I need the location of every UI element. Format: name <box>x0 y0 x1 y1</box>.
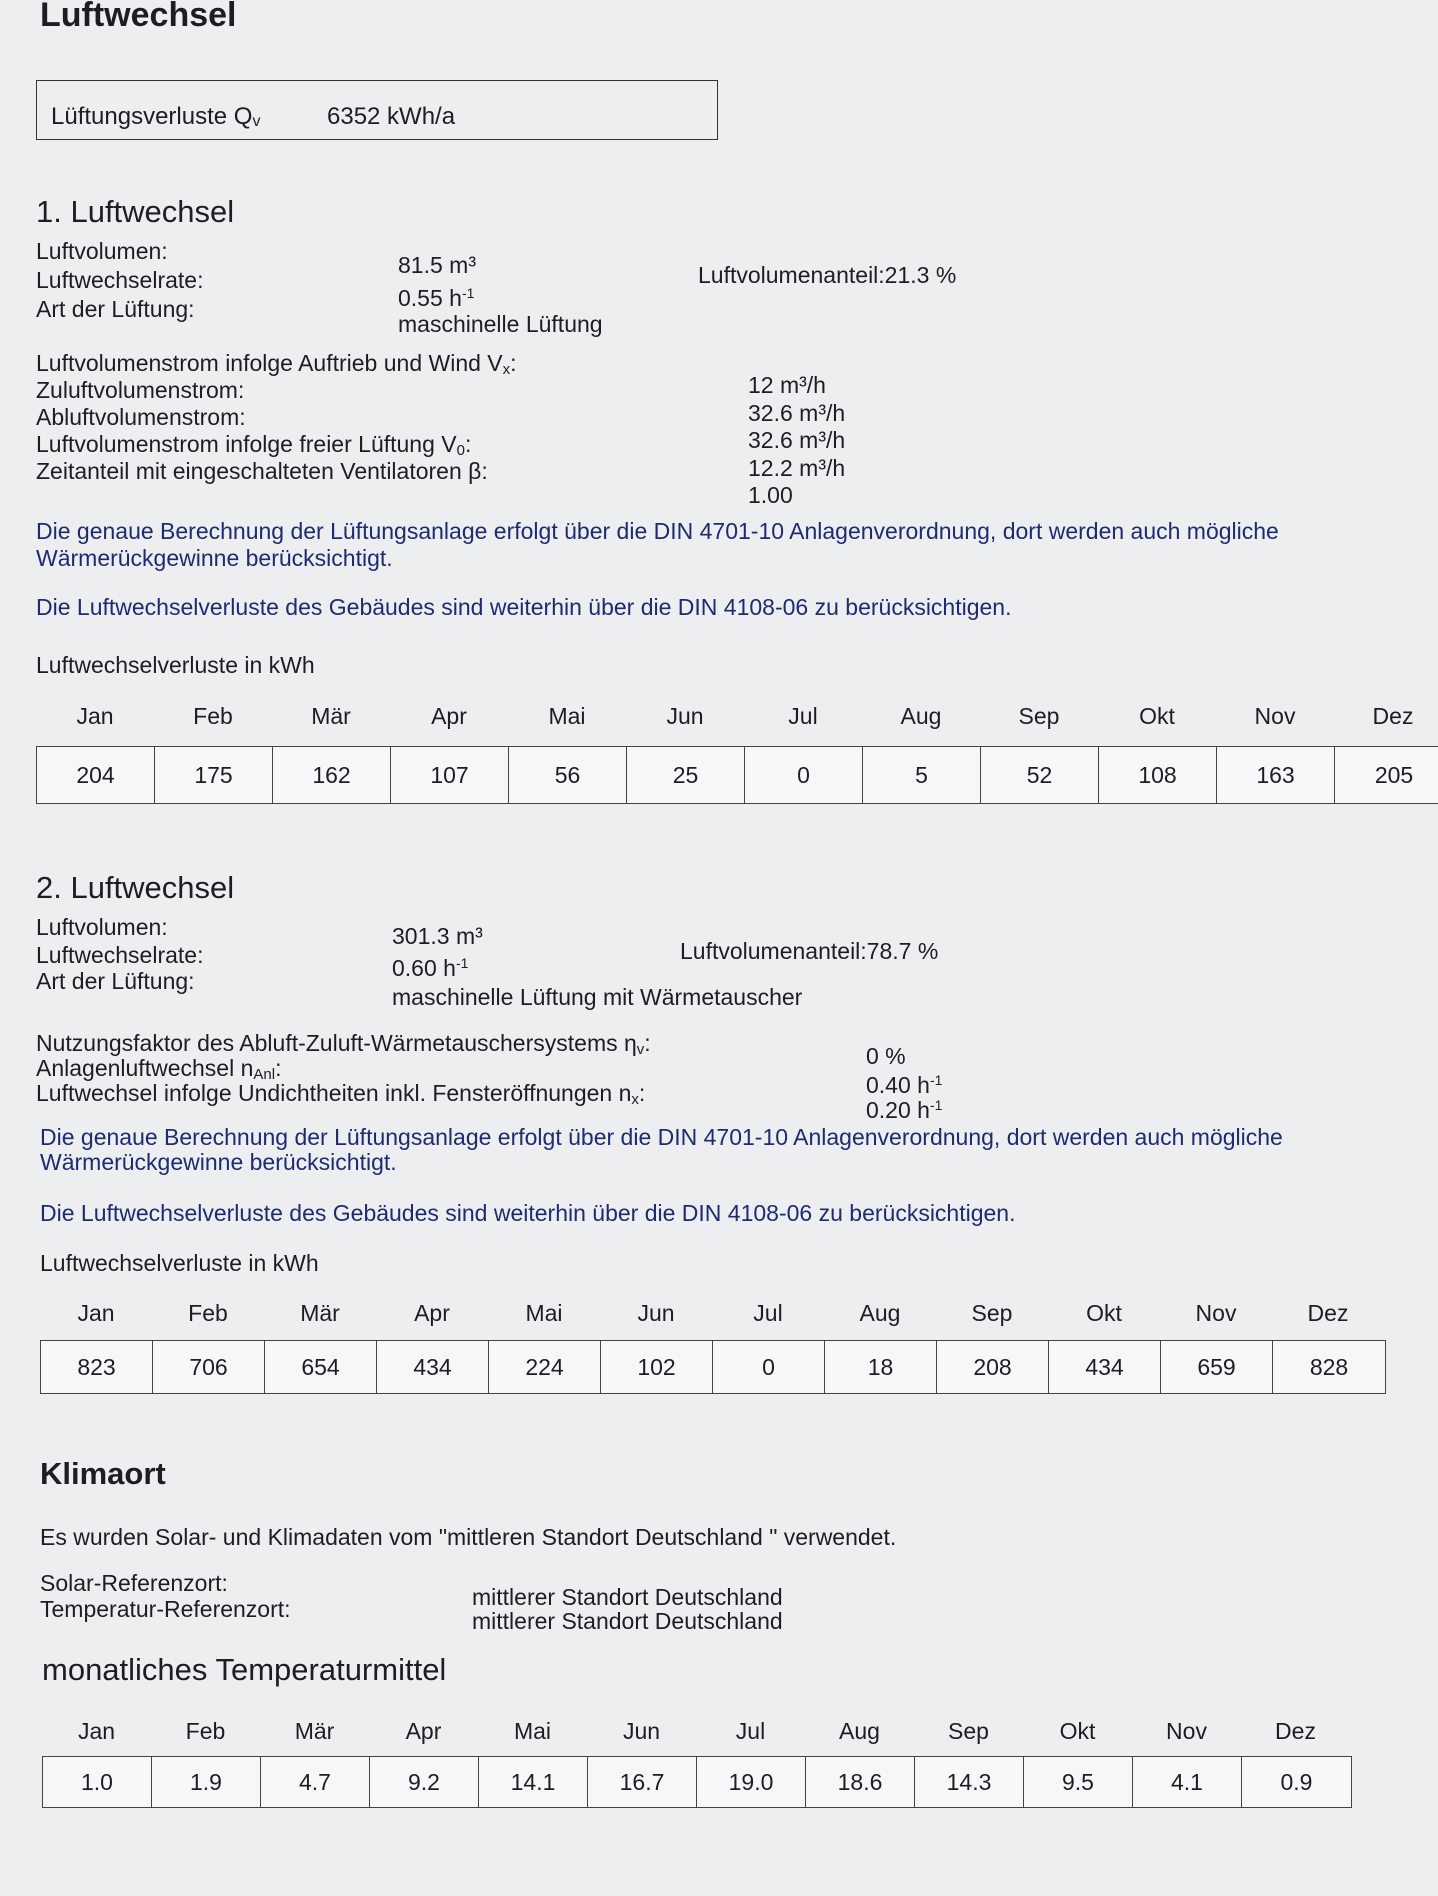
s2-rate-sup: -1 <box>455 955 469 971</box>
section2-title: 2. Luftwechsel <box>36 870 235 905</box>
temp-month-7: Aug <box>839 1718 880 1744</box>
s1-month-11: Dez <box>1372 703 1414 729</box>
s2-row-value-1 <box>392 950 468 982</box>
s1-rate-sup: -1 <box>461 285 475 301</box>
s1-row-label-2: Art der Lüftung: <box>36 296 195 322</box>
s1-month-4: Mai <box>548 703 586 729</box>
s1-month-5: Jun <box>666 703 704 729</box>
s1-value-1: 175 <box>155 747 273 803</box>
klima-row-value-1: mittlerer Standort Deutschland <box>472 1608 783 1634</box>
s2-value-0: 823 <box>41 1341 153 1393</box>
s2-param-suffix-0: : <box>644 1030 651 1056</box>
klima-row-label-1: Temperatur-Referenzort: <box>40 1596 291 1622</box>
s1-value-0: 204 <box>37 747 155 803</box>
s2-param-text-0: Nutzungsfaktor des Abluft-Zuluft-Wärmetauschersystems η <box>36 1030 637 1056</box>
klima-row-label-0: Solar-Referenzort: <box>40 1570 228 1596</box>
s1-value-7: 5 <box>863 747 981 803</box>
s1-value-3: 107 <box>391 747 509 803</box>
s1-flow-text-3: Luftvolumenstrom infolge freier Lüftung V <box>36 431 457 457</box>
s1-month-8: Sep <box>1018 703 1060 729</box>
temp-value-9: 9.5 <box>1024 1757 1133 1807</box>
page-title: Luftwechsel <box>40 0 237 34</box>
s2-param-sub-2: x <box>631 1091 639 1108</box>
s2-value-1: 706 <box>153 1341 265 1393</box>
s2-param-value-text-2: 0.20 h <box>866 1097 930 1123</box>
s2-note2: Die Luftwechselverluste des Gebäudes sind weiterhin über die DIN 4108-06 zu berücksichtigen. <box>40 1200 1016 1226</box>
s1-month-3: Apr <box>431 703 467 729</box>
temp-month-8: Sep <box>948 1718 989 1744</box>
s2-param-label-2 <box>36 1080 645 1113</box>
s1-flow-sub-3: 0 <box>456 442 465 459</box>
s2-month-6: Jul <box>753 1300 783 1326</box>
s1-month-6: Jul <box>788 703 818 729</box>
temp-month-0: Jan <box>77 1718 116 1744</box>
s2-table-caption: Luftwechselverluste in kWh <box>40 1250 319 1276</box>
klima-row-value-0: mittlerer Standort Deutschland <box>472 1584 783 1610</box>
summary-value: 6352 kWh/a <box>327 103 456 130</box>
temp-value-1: 1.9 <box>152 1757 261 1807</box>
s2-row-label-2: Art der Lüftung: <box>36 968 195 994</box>
summary-label-sub: v <box>252 113 261 130</box>
s2-rate-text: 0.60 h <box>392 955 456 981</box>
s2-row-label-0: Luftvolumen: <box>36 914 168 940</box>
klima-title: Klimaort <box>40 1456 166 1491</box>
s1-flow-label-4: Zeitanteil mit eingeschalteten Ventilatoren β: <box>36 458 488 484</box>
s1-flow-text-0: Luftvolumenstrom infolge Auftrieb und Wind V <box>36 350 503 376</box>
temp-value-2: 4.7 <box>261 1757 370 1807</box>
s1-value-11: 205 <box>1374 762 1414 788</box>
s1-row-value-1 <box>398 280 474 312</box>
temp-month-11: Dez <box>1275 1718 1316 1744</box>
s1-value-10: 163 <box>1217 747 1335 803</box>
summary-label-text: Lüftungsverluste Q <box>51 103 253 130</box>
temp-month-6: Jul <box>735 1718 766 1744</box>
s1-value-2: 162 <box>273 747 391 803</box>
s2-value-4: 224 <box>489 1341 601 1393</box>
s1-month-0: Jan <box>76 703 114 729</box>
s2-month-10: Nov <box>1195 1300 1237 1326</box>
s1-anteil: Luftvolumenanteil:21.3 % <box>698 262 957 288</box>
s2-row-label-1: Luftwechselrate: <box>36 942 204 968</box>
temp-month-header <box>42 1718 1350 1745</box>
s2-value-10: 659 <box>1161 1341 1273 1393</box>
s2-month-4: Mai <box>525 1300 563 1326</box>
s2-month-9: Okt <box>1086 1300 1122 1326</box>
s1-note1-line1: Die genaue Berechnung der Lüftungsanlage erfolgt über die DIN 4701-10 Anlagenverordnung, dort werden auch mögliche <box>36 518 1279 544</box>
s1-rate-text: 0.55 h <box>398 285 462 311</box>
temp-value-3: 9.2 <box>370 1757 479 1807</box>
s2-note1-line1: Die genaue Berechnung der Lüftungsanlage erfolgt über die DIN 4701-10 Anlagenverordnung, dort werden auch mögliche <box>40 1124 1283 1150</box>
s1-flow-value-0: 12 m³/h <box>748 372 826 398</box>
s1-table-caption: Luftwechselverluste in kWh <box>36 652 315 678</box>
s1-month-header <box>36 703 1438 730</box>
temp-value-10: 4.1 <box>1133 1757 1242 1807</box>
s1-value-8: 52 <box>981 747 1099 803</box>
s1-month-2: Mär <box>311 703 351 729</box>
s2-month-0: Jan <box>77 1300 115 1326</box>
s1-flow-label-1: Zuluftvolumenstrom: <box>36 377 245 403</box>
s1-row-value-2: maschinelle Lüftung <box>398 311 603 337</box>
temp-month-10: Nov <box>1166 1718 1207 1744</box>
temp-month-3: Apr <box>405 1718 442 1744</box>
s2-param-sub-1: Anl <box>253 1066 276 1083</box>
s2-month-header <box>40 1300 1384 1327</box>
s1-row-label-1: Luftwechselrate: <box>36 267 204 293</box>
temperature-table <box>42 1756 1352 1808</box>
s1-row-label-0: Luftvolumen: <box>36 238 168 264</box>
s2-note1-line2: Wärmerückgewinne berücksichtigt. <box>40 1149 397 1175</box>
s1-values-table <box>36 746 1438 804</box>
temp-value-4: 14.1 <box>479 1757 588 1807</box>
s2-value-7: 18 <box>825 1341 937 1393</box>
s2-month-1: Feb <box>188 1300 228 1326</box>
s2-value-8: 208 <box>937 1341 1049 1393</box>
s2-value-3: 434 <box>377 1341 489 1393</box>
s2-month-7: Aug <box>859 1300 901 1326</box>
temp-month-1: Feb <box>185 1718 226 1744</box>
temp-month-5: Jun <box>622 1718 661 1744</box>
s1-flow-sub-0: x <box>502 361 511 378</box>
temp-value-0: 1.0 <box>43 1757 152 1807</box>
s1-month-1: Feb <box>193 703 233 729</box>
s2-values-table <box>40 1340 1386 1394</box>
summary-box <box>36 80 718 140</box>
s1-month-9: Okt <box>1139 703 1175 729</box>
temp-month-9: Okt <box>1059 1718 1096 1744</box>
s1-value-4: 56 <box>509 747 627 803</box>
s2-value-11: 828 <box>1309 1354 1349 1380</box>
s2-param-value-sup-2: -1 <box>929 1097 943 1113</box>
s1-value-5: 25 <box>627 747 745 803</box>
klima-text: Es wurden Solar- und Klimadaten vom "mittleren Standort Deutschland " verwendet. <box>40 1524 897 1550</box>
s2-month-3: Apr <box>414 1300 450 1326</box>
s1-flow-value-1: 32.6 m³/h <box>748 400 846 426</box>
summary-label <box>51 103 260 131</box>
s1-note2: Die Luftwechselverluste des Gebäudes sind weiterhin über die DIN 4108-06 zu berücksichtigen. <box>36 594 1012 620</box>
s2-param-suffix-2: : <box>638 1080 646 1106</box>
s1-flow-value-4: 1.00 <box>748 482 793 508</box>
s2-value-6: 0 <box>713 1341 825 1393</box>
s1-flow-label-2: Abluftvolumenstrom: <box>36 404 246 430</box>
s2-row-value-0: 301.3 m³ <box>392 923 483 949</box>
s2-param-text-1: Anlagenluftwechsel n <box>36 1055 254 1081</box>
s1-flow-suffix-0: : <box>510 350 517 376</box>
s2-month-5: Jun <box>637 1300 675 1326</box>
s1-flow-value-3: 12.2 m³/h <box>748 455 846 481</box>
s2-param-value-sup-1: -1 <box>929 1072 943 1088</box>
section1-title: 1. Luftwechsel <box>36 194 235 229</box>
s2-month-8: Sep <box>971 1300 1013 1326</box>
temp-value-5: 16.7 <box>588 1757 697 1807</box>
s2-row-value-2: maschinelle Lüftung mit Wärmetauscher <box>392 984 803 1010</box>
s2-month-2: Mär <box>300 1300 340 1326</box>
s1-flow-value-2: 32.6 m³/h <box>748 427 846 453</box>
s1-month-7: Aug <box>900 703 942 729</box>
temp-value-6: 19.0 <box>697 1757 806 1807</box>
s2-value-5: 102 <box>601 1341 713 1393</box>
s2-value-2: 654 <box>265 1341 377 1393</box>
s1-value-9: 108 <box>1099 747 1217 803</box>
s2-param-value-text-1: 0.40 h <box>866 1072 930 1098</box>
s1-note1-line2: Wärmerückgewinne berücksichtigt. <box>36 545 393 571</box>
s2-param-value-2 <box>866 1092 942 1124</box>
temperature-title: monatliches Temperaturmittel <box>42 1652 447 1687</box>
s1-value-6: 0 <box>745 747 863 803</box>
temp-month-2: Mär <box>294 1718 335 1744</box>
temp-month-4: Mai <box>513 1718 552 1744</box>
s2-param-text-2: Luftwechsel infolge Undichtheiten inkl. Fensteröffnungen n <box>36 1080 632 1106</box>
temp-value-11: 0.9 <box>1280 1769 1313 1795</box>
temp-value-7: 18.6 <box>806 1757 915 1807</box>
s2-value-9: 434 <box>1049 1341 1161 1393</box>
s2-param-value-0: 0 % <box>866 1043 906 1069</box>
s1-month-10: Nov <box>1254 703 1296 729</box>
s2-param-suffix-1: : <box>275 1055 282 1081</box>
s1-row-value-0: 81.5 m³ <box>398 252 476 278</box>
s2-param-sub-0: v <box>636 1041 645 1058</box>
temp-value-8: 14.3 <box>915 1757 1024 1807</box>
s2-month-11: Dez <box>1307 1300 1349 1326</box>
s2-anteil: Luftvolumenanteil:78.7 % <box>680 938 939 964</box>
s1-flow-suffix-3: : <box>464 431 472 457</box>
